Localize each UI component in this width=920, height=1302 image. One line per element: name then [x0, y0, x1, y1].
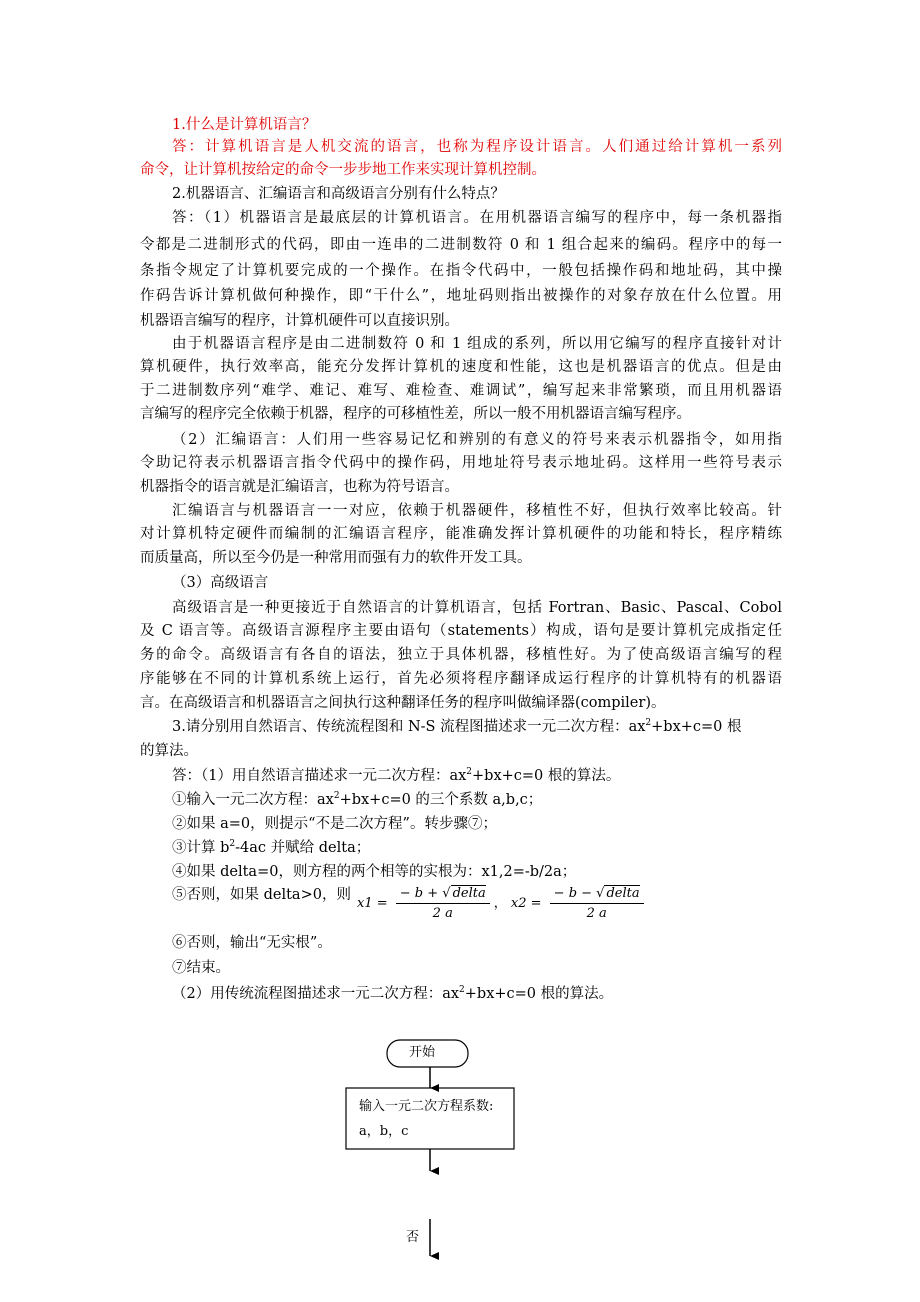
q2-p5-line-3: 务的命令。高级语言有各自的语法，独立于具体机器，移植性好。为了使高级语言编写的程: [140, 647, 782, 663]
q2-p2-line-3: 于二进制数序列“难学、难记、难写、难检查、难调试”，编写起来非常繁琐，而且用机器语: [140, 383, 782, 399]
q2-p5-line-2: 及 C 语言等。高级语言源程序主要由语句（statements）构成，语句是要计算机完成指定任: [140, 623, 782, 639]
q3-step-5: ⑤否则，如果 delta>0，则: [172, 887, 351, 903]
q3-question-line-1: 3.请分别用自然语言、传统流程图和 N-S 流程图描述求一元二次方程：$ax^2+bx+c=0$ 根: [172, 718, 742, 735]
q2-p1-line-1: 答：（1）机器语言是最底层的计算机语言。在用机器语言编写的程序中，每一条机器指: [172, 210, 782, 226]
q2-p4-line-3: 而质量高，所以至今仍是一种常用而强有力的软件开发工具。: [140, 550, 532, 566]
x1-fraction: $\frac{\text{− b + √ delta}}{2 a}$: [396, 886, 490, 921]
q3-step-4: ④如果 delta=0，则方程的两个相等的实根为：x1,2=-b/2a；: [172, 864, 577, 880]
x2-label: x2 =: [510, 896, 542, 911]
q2-p3-line-2: 令助记符表示机器语言指令代码中的操作码，用地址符号表示地址码。这样用一些符号表示: [140, 455, 782, 471]
q2-p4-line-2: 对计算机特定硬件而编制的汇编语言程序，能准确发挥计算机硬件的功能和特长，程序精练: [140, 526, 782, 542]
q2-p4-line-1: 汇编语言与机器语言一一对应，依赖于机器硬件，移植性不好，但执行效率比较高。针: [172, 503, 782, 519]
q1-answer-line-1: 答：计算机语言是人机交流的语言，也称为程序设计语言。人们通过给计算机一系列: [172, 139, 782, 155]
root-formula: x1 = $\frac{\text{− b + √ delta}}{2 a}$ ， x2 = $\frac{\text{− b − √ delta}}{2 a}$: [357, 886, 648, 921]
q3-step-2: ②如果 a=0，则提示“不是二次方程”。转步骤⑦；: [172, 816, 497, 832]
q2-p5-line-1: 高级语言是一种更接近于自然语言的计算机语言，包括 Fortran、Basic、Pascal、Cobol: [172, 600, 782, 616]
q2-p2-line-2: 算机硬件，执行效率高，能充分发挥计算机的速度和性能，这也是机器语言的优点。但是由: [140, 359, 782, 375]
q2-h3: （3）高级语言: [172, 575, 269, 591]
q2-p5-line-4: 序能够在不同的计算机系统上运行，首先必须将程序翻译成运行程序的计算机特有的机器语: [140, 671, 782, 687]
q2-p1-line-2: 令都是二进制形式的代码，即由一连串的二进制数符 0 和 1 组合起来的编码。程序中的每一: [140, 237, 782, 253]
q2-p1-line-4: 作码告诉计算机做何种操作，即“干什么”，地址码则指出被操作的对象存放在什么位置。用: [140, 288, 782, 304]
q2-p1-line-5: 机器语言编写的程序，计算机硬件可以直接识别。: [140, 313, 459, 329]
q2-question: 2.机器语言、汇编语言和高级语言分别有什么特点？: [172, 186, 505, 202]
flowchart-no-label: 否: [406, 1230, 420, 1245]
flowchart-input-line-2: a，b，c: [359, 1124, 409, 1139]
q2-p5-line-5: 言。在高级语言和机器语言之间执行这种翻译任务的程序叫做编译器(compiler)。: [140, 695, 666, 711]
x1-label: x1 =: [357, 896, 388, 911]
q3-answer-2-heading: （2）用传统流程图描述求一元二次方程：$ax^2+bx+c=0$ 根的算法。: [172, 985, 614, 1002]
flowchart-start-label: 开始: [409, 1045, 436, 1060]
q3-step-3: ③计算 $b^2-4ac$ 并赋给 delta；: [172, 839, 371, 856]
q1-question: 1.什么是计算机语言？: [172, 117, 317, 133]
q2-p3-line-3: 机器指令的语言就是汇编语言，也称为符号语言。: [140, 479, 459, 495]
q2-p1-line-3: 条指令规定了计算机要完成的一个操作。在指令代码中，一般包括操作码和地址码，其中操: [140, 263, 782, 279]
q1-answer-line-2: 命令，让计算机按给定的命令一步步地工作来实现计算机控制。: [140, 162, 546, 178]
q2-p2-line-4: 言编写的程序完全依赖于机器，程序的可移植性差，所以一般不用机器语言编写程序。: [140, 406, 691, 422]
q3-step-6: ⑥否则，输出“无实根”。: [172, 935, 332, 951]
x2-fraction: $\frac{\text{− b − √ delta}}{2 a}$: [550, 886, 644, 921]
q2-p2-line-1: 由于机器语言程序是由二进制数符 0 和 1 组成的系列，所以用它编写的程序直接针对计: [172, 336, 782, 352]
q3-step-7: ⑦结束。: [172, 960, 230, 976]
q3-answer-1-heading: 答：（1）用自然语言描述求一元二次方程：$ax^2+bx+c=0$ 根的算法。: [172, 767, 621, 784]
flowchart-input-line-1: 输入一元二次方程系数:: [359, 1099, 494, 1114]
q2-p3-line-1: （2）汇编语言：人们用一些容易记忆和辨别的有意义的符号来表示机器指令，如用指: [172, 432, 782, 448]
q3-question-line-2: 的算法。: [140, 743, 198, 759]
q3-step-1: ①输入一元二次方程：$ax^2+bx+c=0$ 的三个系数 a,b,c；: [172, 791, 543, 808]
